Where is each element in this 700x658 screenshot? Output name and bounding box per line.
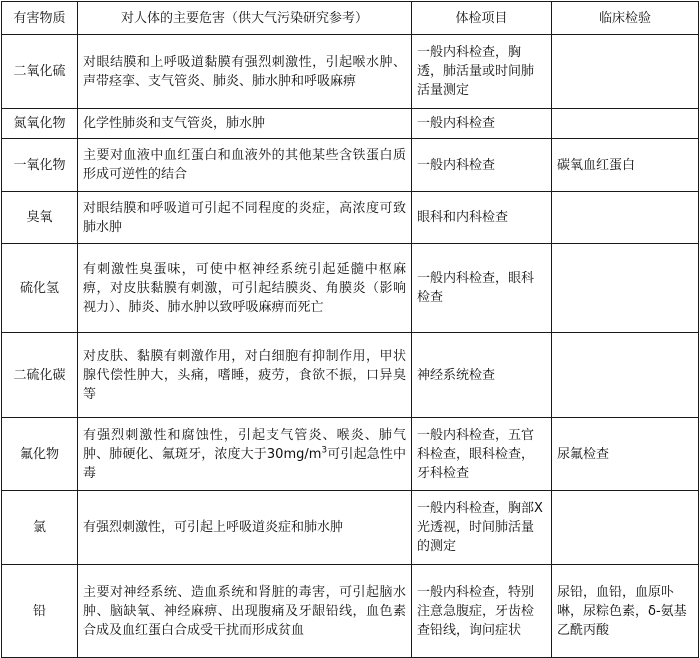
harm-cell [78, 418, 412, 491]
harm-cell: 主要对血液中血红蛋白和血液外的其他某些含铁蛋白质形成可逆性的结合 [78, 139, 412, 192]
clinical-cell: 尿氟检查 [552, 418, 699, 491]
exam-cell: 一般内科检查 [412, 139, 552, 192]
table-row [2, 109, 699, 139]
exam-cell: 神经系统检查 [412, 333, 552, 418]
table-row [2, 491, 699, 565]
substance-cell: 铅 [2, 565, 78, 658]
substance-cell: 氮氧化物 [2, 109, 78, 139]
substance-cell: 二氧化硫 [2, 35, 78, 109]
clinical-cell [552, 491, 699, 565]
clinical-cell [552, 192, 699, 244]
harm-cell: 主要对神经系统、造血系统和肾脏的毒害，可引起脑水肿、脑缺氧、神经麻痹、出现腹痛及牙龈铅线，血色素合成及血红蛋白合成受干扰而形成贫血 [78, 565, 412, 658]
exam-cell: 一般内科检查，特别注意急腹症，牙齿检查铅线，询问症状 [412, 565, 552, 658]
substance-cell: 硫化氢 [2, 244, 78, 333]
table-row [2, 418, 699, 491]
table-row [2, 139, 699, 192]
header-row [2, 2, 699, 35]
header-substance: 有害物质 [2, 2, 78, 35]
header-exam: 体检项目 [412, 2, 552, 35]
harm-cell: 有刺激性臭蛋味，可使中枢神经系统引起延髓中枢麻痹，对皮肤黏膜有刺激，可引起结膜炎、角膜炎（影响视力）、肺炎、肺水肿以致呼吸麻痹而死亡 [78, 244, 412, 333]
exam-cell: 一般内科检查，五官科检查，眼科检查，牙科检查 [412, 418, 552, 491]
substance-cell: 一氧化物 [2, 139, 78, 192]
header-clinical: 临床检验 [552, 2, 699, 35]
table-row [2, 333, 699, 418]
harm-cell: 对皮肤、黏膜有刺激作用，对白细胞有抑制作用，甲状腺代偿性肿大，头痛，嗜睡，疲劳，食欲不振，口异臭等 [78, 333, 412, 418]
harm-text-after: 可引起急性中毒 [83, 446, 406, 481]
substance-cell: 氯 [2, 491, 78, 565]
exam-cell: 一般内科检查 [412, 109, 552, 139]
clinical-cell [552, 109, 699, 139]
clinical-cell: 碳氧血红蛋白 [552, 139, 699, 192]
substance-cell: 氟化物 [2, 418, 78, 491]
harm-cell: 对眼结膜和呼吸道可引起不同程度的炎症，高浓度可致肺水肿 [78, 192, 412, 244]
harm-text-before: 有强烈刺激性和腐蚀性，引起支气管炎、喉炎、肺气肿、肺硬化、氟斑牙，浓度大于30mg/m [83, 427, 406, 462]
clinical-cell [552, 35, 699, 109]
harm-cell: 化学性肺炎和支气管炎，肺水肿 [78, 109, 412, 139]
clinical-cell: 尿铅，血铅，血原卟啉，尿粽色素，δ-氨基乙酰丙酸 [552, 565, 699, 658]
clinical-cell [552, 244, 699, 333]
exam-cell: 眼科和内科检查 [412, 192, 552, 244]
exam-cell: 一般内科检查，胸透，肺活量或时间肺活量测定 [412, 35, 552, 109]
clinical-cell [552, 333, 699, 418]
substance-cell: 二硫化碳 [2, 333, 78, 418]
harm-cell: 对眼结膜和上呼吸道黏膜有强烈刺激性，引起喉水肿、声带痉挛、支气管炎、肺炎、肺水肿和呼吸麻痹 [78, 35, 412, 109]
exam-cell: 一般内科检查，眼科检查 [412, 244, 552, 333]
hazard-table [1, 1, 699, 658]
exam-cell: 一般内科检查，胸部X光透视，时间肺活量的测定 [412, 491, 552, 565]
substance-cell: 臭氧 [2, 192, 78, 244]
header-harm: 对人体的主要危害（供大气污染研究参考） [78, 2, 412, 35]
table-row [2, 244, 699, 333]
table-row [2, 192, 699, 244]
unit-superscript: 3 [321, 445, 328, 456]
table-row [2, 565, 699, 658]
harm-cell: 有强烈刺激性，可引起上呼吸道炎症和肺水肿 [78, 491, 412, 565]
table-row [2, 35, 699, 109]
